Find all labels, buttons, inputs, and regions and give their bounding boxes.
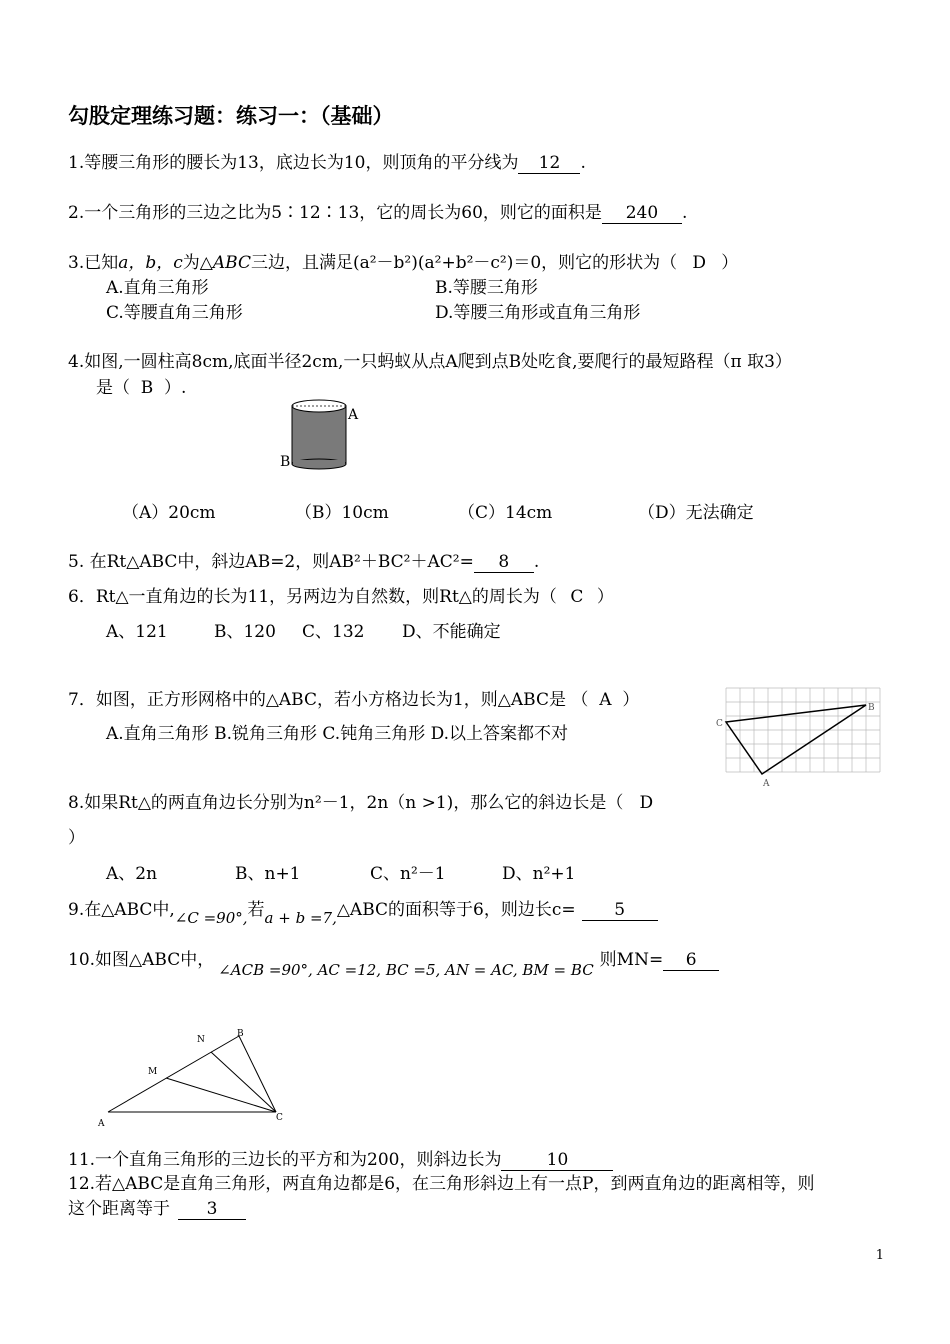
- cylinder-label-a: A: [348, 407, 359, 423]
- q3-option-d: D.等腰三角形或直角三角形: [435, 303, 641, 323]
- q7-answer: A: [599, 690, 612, 710]
- q4-line2: [96, 378, 186, 398]
- grid-label-a: A: [763, 779, 770, 789]
- question-2: [68, 203, 687, 224]
- q8-option-b: B、n+1: [235, 864, 301, 884]
- cylinder-label-b: B: [280, 454, 291, 470]
- side-bc: [239, 1036, 276, 1112]
- q9-answer: 5: [582, 900, 658, 921]
- question-1: [68, 153, 586, 174]
- q6-text: 6．Rt△一直角边的长为11，另两边为自然数，则Rt△的周长为（: [68, 587, 557, 607]
- q2-answer: 240: [602, 203, 682, 224]
- q3-option-b: B.等腰三角形: [435, 278, 538, 298]
- question-6: [68, 587, 614, 607]
- fig-label-n: N: [197, 1035, 205, 1045]
- question-7: [68, 690, 639, 710]
- q5-answer: 8: [474, 552, 534, 573]
- q3-option-a: A.直角三角形: [106, 278, 209, 298]
- q8-answer: D: [639, 793, 654, 813]
- q8-option-d: D、n²+1: [502, 864, 576, 884]
- question-10: [68, 950, 719, 979]
- question-8: [68, 793, 669, 813]
- q3-abc: ABC: [212, 253, 251, 273]
- q4-option-d: （D）无法确定: [638, 503, 754, 523]
- q4-line2-pre: 是（: [96, 378, 130, 398]
- q8-option-a: A、2n: [106, 864, 158, 884]
- fig-label-b: B: [237, 1029, 244, 1039]
- q2-end: .: [681, 203, 688, 223]
- q12-answer: 3: [178, 1199, 246, 1220]
- q10-answer: 6: [663, 950, 719, 971]
- q4-option-b: （B）10cm: [295, 503, 389, 523]
- q8-close: ）: [68, 828, 85, 848]
- q9-post: △ABC的面积等于6，则边长c=: [336, 900, 576, 920]
- q6-option-b: B、120: [214, 622, 276, 642]
- fig-label-m: M: [148, 1067, 158, 1077]
- q8-text: 8.如果Rt△的两直角边长分别为n²－1，2n（n >1)，那么它的斜边长是（: [68, 793, 624, 813]
- q4-line2-post: ）.: [164, 378, 187, 398]
- q12-line2-text: 这个距离等于: [68, 1199, 170, 1219]
- q7-text: 7．如图，正方形网格中的△ABC，若小方格边长为1，则△ABC是 （: [68, 690, 589, 710]
- q4-option-a: （A）20cm: [122, 503, 216, 523]
- q10-cond: ∠ACB =90°, AC =12, BC =5, AN = AC, BM = BC: [218, 961, 594, 979]
- q5-text: 5. 在Rt△ABC中，斜边AB=2，则AB²＋BC²＋AC²=: [68, 552, 474, 572]
- grid-lines: [726, 688, 880, 772]
- q11-text: 11.一个直角三角形的三边长的平方和为200，则斜边长为: [68, 1150, 502, 1170]
- q9-pre: 9.在△ABC中,: [68, 900, 175, 920]
- q12-line2: [68, 1199, 246, 1220]
- q3-post: 三边，且满足(a²－b²)(a²+b²－c²)＝0，则它的形状为（: [250, 253, 678, 273]
- fig-label-a: A: [98, 1119, 105, 1129]
- side-ab: [108, 1036, 239, 1112]
- q9-cond1: ∠C =90°,: [174, 909, 248, 927]
- q6-option-c: C、132: [302, 622, 365, 642]
- question-3: [68, 253, 738, 273]
- q6-answer: C: [570, 587, 584, 607]
- q9-cond2: a + b =7,: [264, 909, 337, 927]
- grid-label-c: C: [716, 719, 723, 729]
- q3-close: ）: [721, 253, 739, 273]
- q6-close: ）: [596, 587, 614, 607]
- page-title: 勾股定理练习题：练习一：（基础）: [68, 104, 394, 128]
- triangle-mn-figure: [96, 1028, 296, 1132]
- q1-end: .: [580, 153, 586, 173]
- q4-option-c: （C）14cm: [458, 503, 553, 523]
- grid-triangle-figure: [714, 686, 890, 790]
- question-9: [68, 900, 658, 927]
- q7-options: A.直角三角形 B.锐角三角形 C.钝角三角形 D.以上答案都不对: [106, 724, 569, 744]
- q4-line1: 4.如图,一圆柱高8cm,底面半径2cm,一只蚂蚁从点A爬到点B处吃食,要爬行的最短路程（π 取3）: [68, 352, 792, 372]
- grid-label-b: B: [868, 703, 875, 713]
- fig-label-c: C: [276, 1113, 283, 1123]
- cylinder-fill: [293, 460, 345, 464]
- cylinder-body: [292, 406, 346, 464]
- q3-answer: D: [692, 253, 706, 273]
- q6-option-a: A、121: [106, 622, 168, 642]
- segment-nc: [211, 1052, 276, 1112]
- q2-text: 2.一个三角形的三边之比为5∶12∶13，它的周长为60，则它的面积是: [68, 203, 602, 223]
- segment-mc: [166, 1078, 276, 1112]
- q11-answer: 10: [501, 1150, 613, 1171]
- question-11: [68, 1150, 613, 1171]
- page-number: 1: [875, 1248, 884, 1263]
- cylinder-figure: [276, 396, 376, 476]
- q4-answer: B: [140, 378, 154, 398]
- q8-option-c: C、n²－1: [370, 864, 446, 884]
- q1-text: 1.等腰三角形的腰长为13，底边长为10，则顶角的平分线为: [68, 153, 519, 173]
- q3-option-c: C.等腰直角三角形: [106, 303, 243, 323]
- q10-pre: 10.如图△ABC中，: [68, 950, 215, 970]
- q10-post: 则MN=: [599, 950, 664, 970]
- q3-vars: a，b，c: [118, 253, 183, 273]
- q7-close: ）: [622, 690, 640, 710]
- q1-answer: 12: [518, 153, 580, 174]
- q3-pre: 3.已知: [68, 253, 119, 273]
- q5-end: .: [533, 552, 540, 572]
- q3-mid: 为△: [182, 253, 213, 273]
- q9-mid: 若: [247, 900, 265, 920]
- q6-option-d: D、不能确定: [402, 622, 501, 642]
- question-5: [68, 552, 539, 573]
- q12-line1: 12.若△ABC是直角三角形，两直角边都是6，在三角形斜边上有一点P，到两直角边的距离相等，则: [68, 1174, 815, 1194]
